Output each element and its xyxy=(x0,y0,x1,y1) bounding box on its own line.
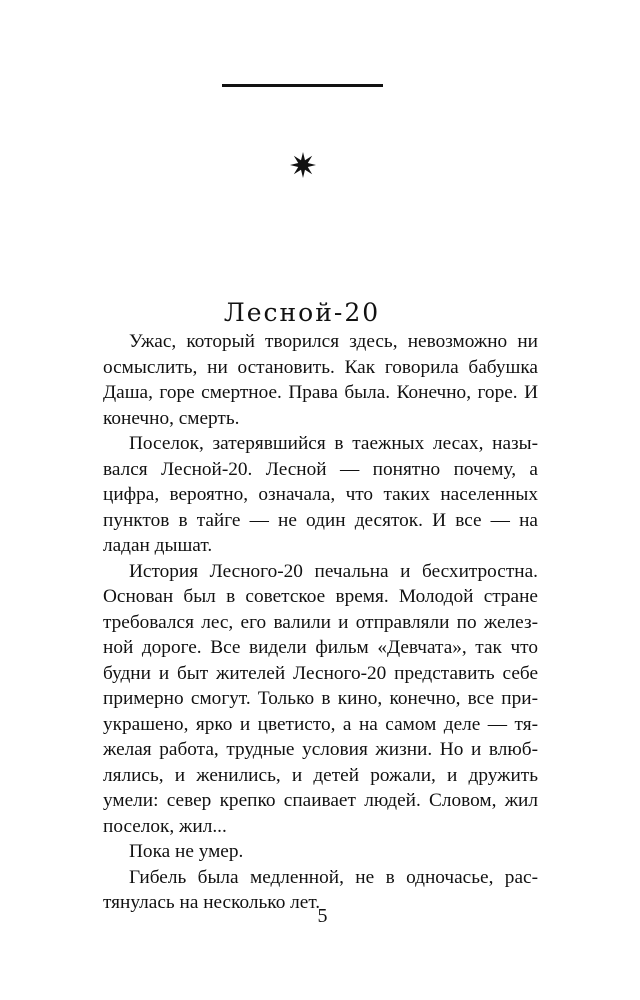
eight-point-star-icon xyxy=(289,151,317,179)
paragraph-3: История Лесного-20 печальна и бесхитростна. Основан был в советское время. Молодой стране требовался лес, его валили и отправляли по железной дороге. Все видели фильм «Девчата», так что будни и быт жителей Лесного-20 представить себе примерно смогут. Только в кино, конечно, все приукрашено, ярко и цветисто, а на самом деле — тяжелая работа, трудные условия жизни. Но и влюблялись, и женились, и детей рожали, и дружить умели: север крепко спаивает людей. Словом, жил поселок, жил... xyxy=(103,560,538,837)
page-number: 5 xyxy=(317,905,328,927)
paragraph-1: Ужас, который творился здесь, невозможно ни осмыслить, ни остановить. Как говорила бабушка Даша, горе смертное. Права была. Конечно, горе. И конечно, смерть. xyxy=(103,331,538,429)
chapter-title: Лесной-20 xyxy=(223,297,381,327)
paragraph-5: Гибель была медленной, не в одночасье, растянулась на несколько лет. xyxy=(103,866,538,913)
top-rule xyxy=(222,84,383,87)
paragraph-4: Пока не умер. xyxy=(129,841,244,862)
body-text xyxy=(103,329,538,916)
paragraph-2: Поселок, затерявшийся в таежных лесах, назывался Лесной-20. Лесной — понятно почему, а цифра, вероятно, означала, что таких населенных пунктов в тайге — не один десяток. И все — на ладан дышат. xyxy=(103,433,538,556)
